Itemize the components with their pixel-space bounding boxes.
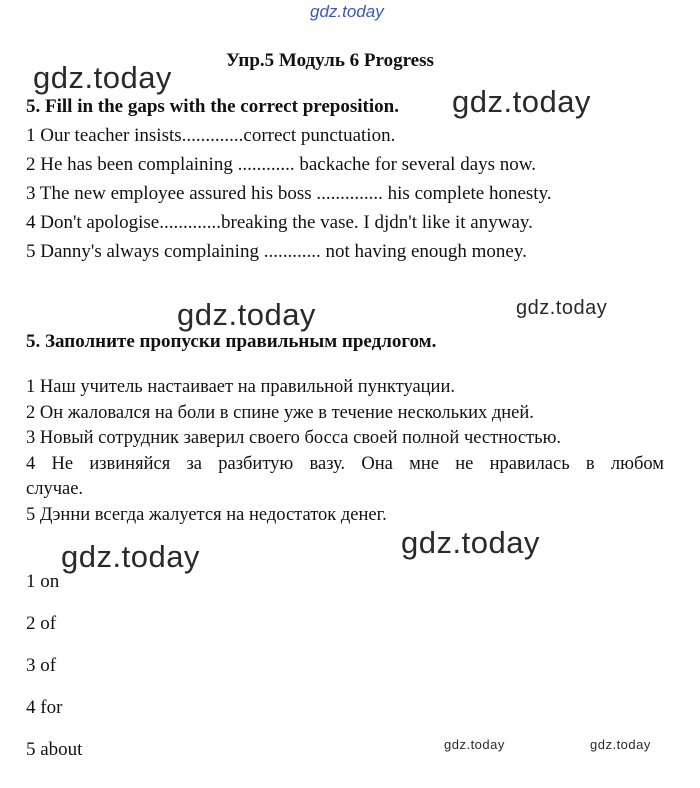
- russian-line-3: 3 Новый сотрудник заверил своего босса своей полной честностью.: [26, 428, 562, 448]
- watermark-4: gdz.today: [516, 297, 608, 319]
- watermark-1: gdz.today: [33, 60, 172, 95]
- page-title: Упр.5 Модуль 6 Progress: [226, 50, 434, 71]
- russian-line-4: 4 Не извиняйся за разбитую вазу. Она мне не нравилась в любом: [26, 453, 664, 474]
- watermark-8: gdz.today: [590, 737, 651, 752]
- watermark-7: gdz.today: [444, 737, 505, 752]
- english-line-1: 1 Our teacher insists.............correct punctuation.: [26, 125, 396, 146]
- answer-4: 4 for: [26, 697, 63, 718]
- english-line-2: 2 He has been complaining ............ backache for several days now.: [26, 154, 537, 175]
- watermark-top: gdz.today: [310, 2, 384, 21]
- english-line-5: 5 Danny's always complaining ............ not having enough money.: [26, 241, 527, 262]
- english-heading: 5. Fill in the gaps with the correct preposition.: [26, 96, 399, 117]
- answer-3: 3 of: [26, 655, 57, 676]
- russian-translation: [26, 375, 664, 528]
- english-line-3: 3 The new employee assured his boss .............. his complete honesty.: [26, 183, 552, 204]
- russian-line-4-cont: случае.: [26, 479, 84, 499]
- answer-5: 5 about: [26, 739, 83, 760]
- watermark-2: gdz.today: [452, 84, 591, 119]
- russian-line-1: 1 Наш учитель настаивает на правильной пунктуации.: [26, 377, 455, 397]
- watermark-3: gdz.today: [177, 297, 316, 332]
- answer-1: 1 on: [26, 571, 60, 592]
- russian-line-2: 2 Он жаловался на боли в спине уже в течение нескольких дней.: [26, 402, 534, 423]
- english-line-4: 4 Don't apologise.............breaking the vase. I djdn't like it anyway.: [26, 212, 533, 233]
- russian-line-5: 5 Дэнни всегда жалуется на недостаток денег.: [26, 504, 387, 525]
- russian-heading: 5. Заполните пропуски правильным предлогом.: [26, 331, 437, 352]
- answer-2: 2 of: [26, 613, 57, 634]
- watermark-5: gdz.today: [61, 539, 200, 574]
- watermark-6: gdz.today: [401, 525, 540, 560]
